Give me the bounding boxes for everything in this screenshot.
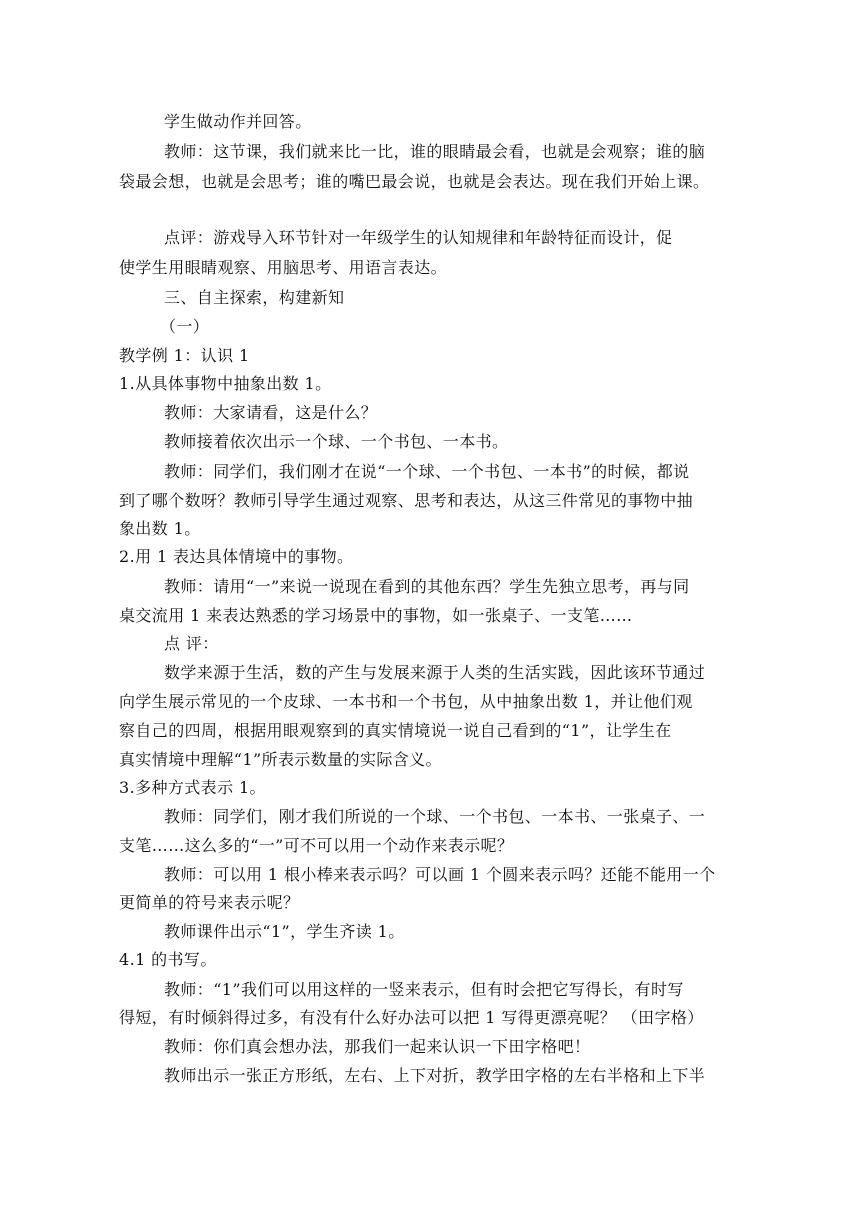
text-line: 更简单的符号来表示呢？ [119, 893, 300, 912]
text-line: 察自己的四周，根据用眼观察到的真实情境说一说自己看到的“1”，让学生在 [119, 721, 672, 740]
text-line: 教师：这节课，我们就来比一比，谁的眼睛最会看，也就是会观察；谁的脑 [164, 142, 706, 161]
section-heading: 三、自主探索，构建新知 [164, 288, 345, 307]
text-line: 教师：同学们，刚才我们所说的一个球、一个书包、一本书、一张桌子、一 [164, 807, 706, 826]
text-line: 教师：大家请看，这是什么？ [164, 403, 378, 422]
step-heading: 2.用 1 表达具体情境中的事物。 [119, 547, 354, 566]
text-line: 真实情境中理解“1”所表示数量的实际含义。 [119, 750, 442, 769]
step-heading: 4.1 的书写。 [119, 950, 217, 969]
text-line: 点评：游戏导入环节针对一年级学生的认知规律和年龄特征而设计，促 [164, 228, 673, 247]
text-line: 教师接着依次出示一个球、一个书包、一本书。 [164, 432, 509, 451]
text-line: 数学来源于生活，数的产生与发展来源于人类的生活实践，因此该环节通过 [164, 663, 706, 682]
subsection-heading: （一） [160, 317, 210, 336]
text-line: 教师：请用“一”来说一说现在看到的其他东西？学生先独立思考，再与同 [164, 577, 690, 596]
text-line: 教师课件出示“1”，学生齐读 1。 [164, 922, 405, 941]
comment-heading: 点 评： [164, 634, 219, 653]
text-line: 象出数 1。 [119, 519, 201, 538]
text-line: 学生做动作并回答。 [164, 112, 312, 131]
text-line: 到了哪个数呀？教师引导学生通过观察、思考和表达，从这三件常见的事物中抽 [119, 491, 694, 510]
text-line: 教师：“1”我们可以用这样的一竖来表示，但有时会把它写得长，有时写 [164, 980, 684, 999]
step-heading: 1.从具体事物中抽象出数 1。 [119, 374, 332, 393]
text-line: 教师出示一张正方形纸，左右、上下对折，教学田字格的左右半格和上下半 [164, 1066, 706, 1085]
text-line: 袋最会想，也就是会思考；谁的嘴巴最会说，也就是会表达。现在我们开始上课。 [119, 172, 710, 191]
text-line: 教师：可以用 1 根小棒来表示吗？可以画 1 个圆来表示吗？还能不能用一个 [164, 865, 716, 884]
text-line: 使学生用眼睛观察、用脑思考、用语言表达。 [119, 258, 448, 277]
text-line: 桌交流用 1 来表达熟悉的学习场景中的事物，如一张桌子、一支笔…… [119, 606, 633, 625]
text-line: 得短，有时倾斜得过多，有没有什么好办法可以把 1 写得更漂亮呢？ （田字格） [119, 1008, 704, 1027]
step-heading: 3.多种方式表示 1。 [119, 778, 266, 797]
text-line: 教师：同学们，我们刚才在说“一个球、一个书包、一本书”的时候，都说 [164, 462, 690, 481]
example-heading: 教学例 1：认识 1 [119, 346, 250, 365]
text-line: 教师：你们真会想办法，那我们一起来认识一下田字格吧！ [164, 1037, 591, 1056]
text-line: 向学生展示常见的一个皮球、一本书和一个书包，从中抽象出数 1，并让他们观 [119, 692, 693, 711]
text-line: 支笔……这么多的“一”可不可以用一个动作来表示呢？ [119, 836, 514, 855]
